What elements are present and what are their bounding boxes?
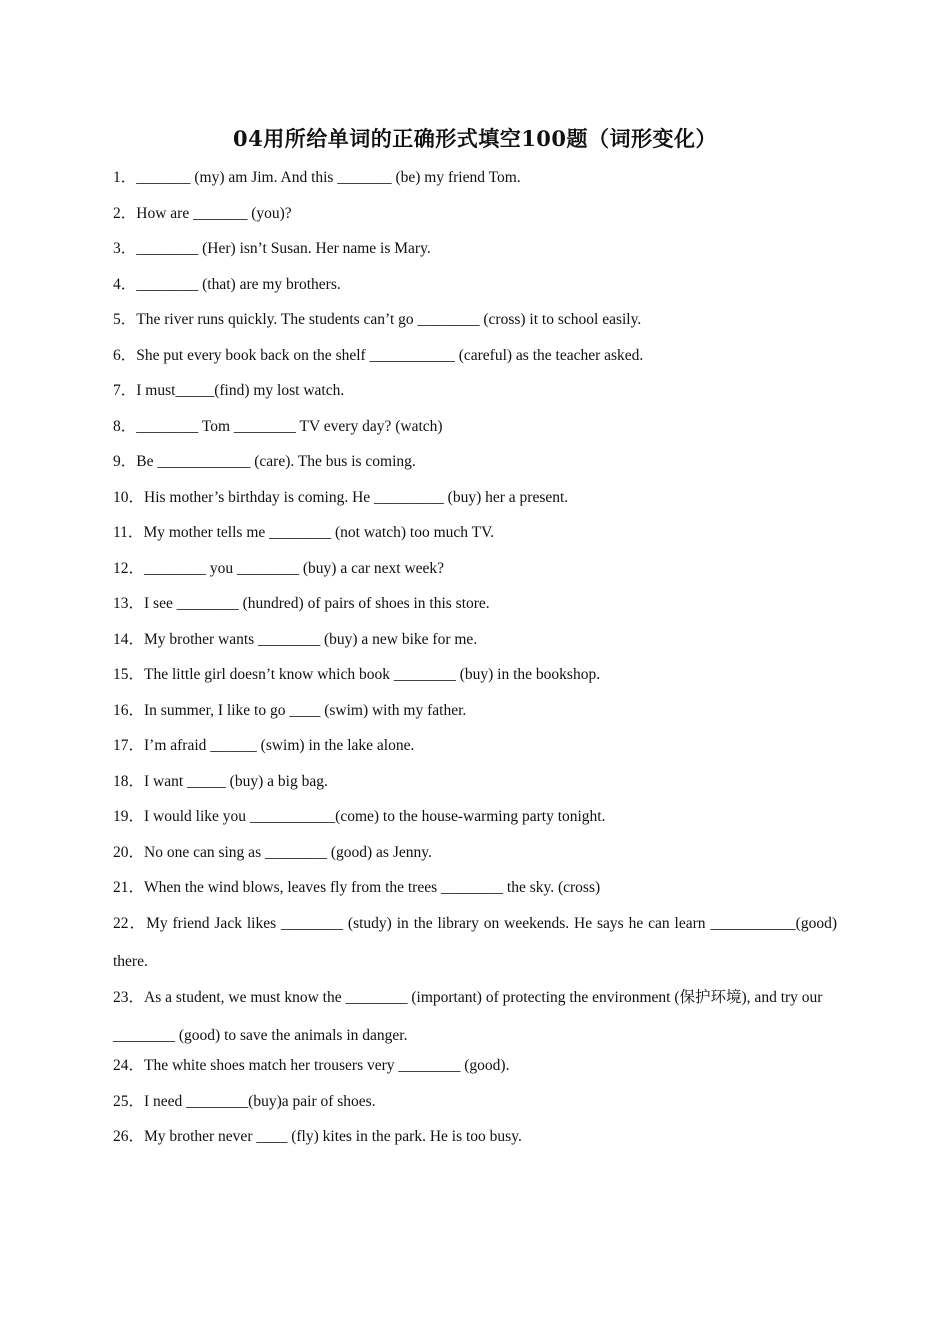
question-item: 3．________ (Her) isn’t Susan. Her name is Mary. bbox=[113, 240, 431, 257]
question-item: 11．My mother tells me ________ (not watch) too much TV. bbox=[113, 524, 495, 541]
question-item: 23．As a student, we must know the ________ (important) of protecting the environment (保护环境), and try our ________ (good) to save the animals in danger. bbox=[113, 989, 823, 1044]
question-item: 5．The river runs quickly. The students can’t go ________ (cross) it to school easily. bbox=[113, 311, 642, 328]
question-item: 14．My brother wants ________ (buy) a new bike for me. bbox=[113, 630, 478, 648]
question-item: 4．________ (that) are my brothers. bbox=[113, 275, 341, 293]
question-item: 13．I see ________ (hundred) of pairs of shoes in this store. bbox=[113, 595, 490, 612]
question-item: 7．I must_____(find) my lost watch. bbox=[113, 382, 345, 399]
question-item: 6．She put every book back on the shelf ___________ (careful) as the teacher asked. bbox=[113, 346, 644, 364]
question-item: 10．His mother’s birthday is coming. He _________ (buy) her a present. bbox=[113, 488, 569, 506]
question-item: 24．The white shoes match her trousers very ________ (good). bbox=[113, 1057, 510, 1074]
question-item: 15．The little girl doesn’t know which book ________ (buy) in the bookshop. bbox=[113, 666, 601, 683]
page-title: 04用所给单词的正确形式填空100题（词形变化） bbox=[232, 126, 718, 151]
question-item: 21．When the wind blows, leaves fly from the trees ________ the sky. (cross) bbox=[113, 879, 601, 896]
question-item: 18．I want _____ (buy) a big bag. bbox=[113, 772, 328, 790]
question-item: 22．My friend Jack likes ________ (study) in the library on weekends. He says he can learn ___________(good) there. bbox=[113, 915, 837, 970]
question-item: 2．How are _______ (you)? bbox=[113, 204, 292, 222]
question-item: 20．No one can sing as ________ (good) as Jenny. bbox=[113, 843, 432, 861]
question-item: 26．My brother never ____ (fly) kites in the park. He is too busy. bbox=[113, 1128, 522, 1145]
question-item: 16．In summer, I like to go ____ (swim) with my father. bbox=[113, 701, 467, 719]
question-item: 12．________ you ________ (buy) a car next week? bbox=[113, 559, 445, 577]
question-item: 25．I need ________(buy)a pair of shoes. bbox=[113, 1092, 376, 1110]
question-item: 1．_______ (my) am Jim. And this _______ (be) my friend Tom. bbox=[113, 169, 521, 186]
question-list bbox=[113, 165, 837, 1160]
question-item: 9．Be ____________ (care). The bus is coming. bbox=[113, 453, 416, 470]
question-item: 19．I would like you ___________(come) to the house-warming party tonight. bbox=[113, 808, 606, 825]
question-item: 17．I’m afraid ______ (swim) in the lake alone. bbox=[113, 737, 415, 754]
question-item: 8．________ Tom ________ TV every day? (watch) bbox=[113, 417, 443, 435]
